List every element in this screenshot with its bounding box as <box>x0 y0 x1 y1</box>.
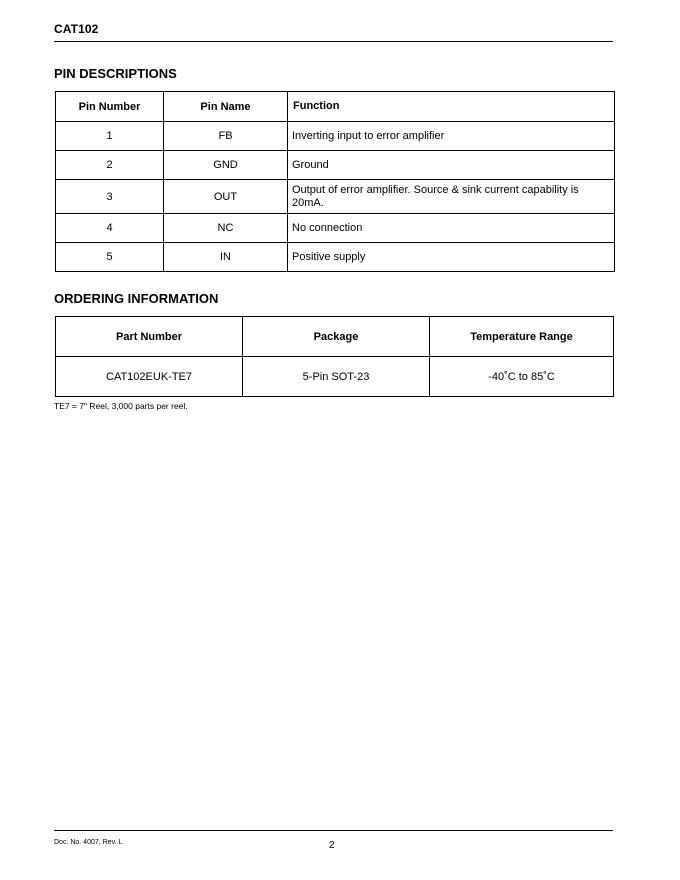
pin-name-cell: IN <box>164 243 288 272</box>
temperature-range-cell: -40˚C to 85˚C <box>430 357 614 397</box>
pin-descriptions-title: PIN DESCRIPTIONS <box>54 66 177 81</box>
ordering-information-table <box>55 316 614 397</box>
pin-function-cell: Ground <box>288 151 615 180</box>
pin-number-cell: 3 <box>56 180 164 214</box>
pin-number-cell: 2 <box>56 151 164 180</box>
table-row <box>56 243 615 272</box>
table-header-row <box>56 92 615 122</box>
pin-number-cell: 4 <box>56 214 164 243</box>
pin-function-cell: No connection <box>288 214 615 243</box>
pin-function-cell: Positive supply <box>288 243 615 272</box>
document-number: Doc. No. 4007, Rev. L <box>54 839 123 846</box>
column-header-temperature-range: Temperature Range <box>430 317 614 357</box>
page-number: 2 <box>329 840 335 851</box>
pin-name-cell: NC <box>164 214 288 243</box>
header-divider <box>54 41 613 42</box>
document-header-title: CAT102 <box>54 22 99 36</box>
column-header-part-number: Part Number <box>56 317 243 357</box>
pin-number-cell: 1 <box>56 122 164 151</box>
ordering-information-title: ORDERING INFORMATION <box>54 291 219 306</box>
pin-name-cell: FB <box>164 122 288 151</box>
column-header-package: Package <box>243 317 430 357</box>
column-header-pin-number: Pin Number <box>56 92 164 122</box>
pin-function-cell: Inverting input to error amplifier <box>288 122 615 151</box>
table-header-row <box>56 317 614 357</box>
table-row <box>56 151 615 180</box>
table-row <box>56 357 614 397</box>
table-row <box>56 180 615 214</box>
pin-function-cell: Output of error amplifier. Source & sink current capability is 20mA. <box>288 180 615 214</box>
package-cell: 5-Pin SOT-23 <box>243 357 430 397</box>
pin-descriptions-table <box>55 91 615 272</box>
column-header-pin-name: Pin Name <box>164 92 288 122</box>
part-number-cell: CAT102EUK-TE7 <box>56 357 243 397</box>
ordering-footnote: TE7 = 7" Reel, 3,000 parts per reel. <box>54 401 188 411</box>
table-row <box>56 122 615 151</box>
footer-divider <box>54 830 613 831</box>
pin-number-cell: 5 <box>56 243 164 272</box>
pin-name-cell: GND <box>164 151 288 180</box>
table-row <box>56 214 615 243</box>
pin-name-cell: OUT <box>164 180 288 214</box>
column-header-function: Function <box>288 92 615 122</box>
